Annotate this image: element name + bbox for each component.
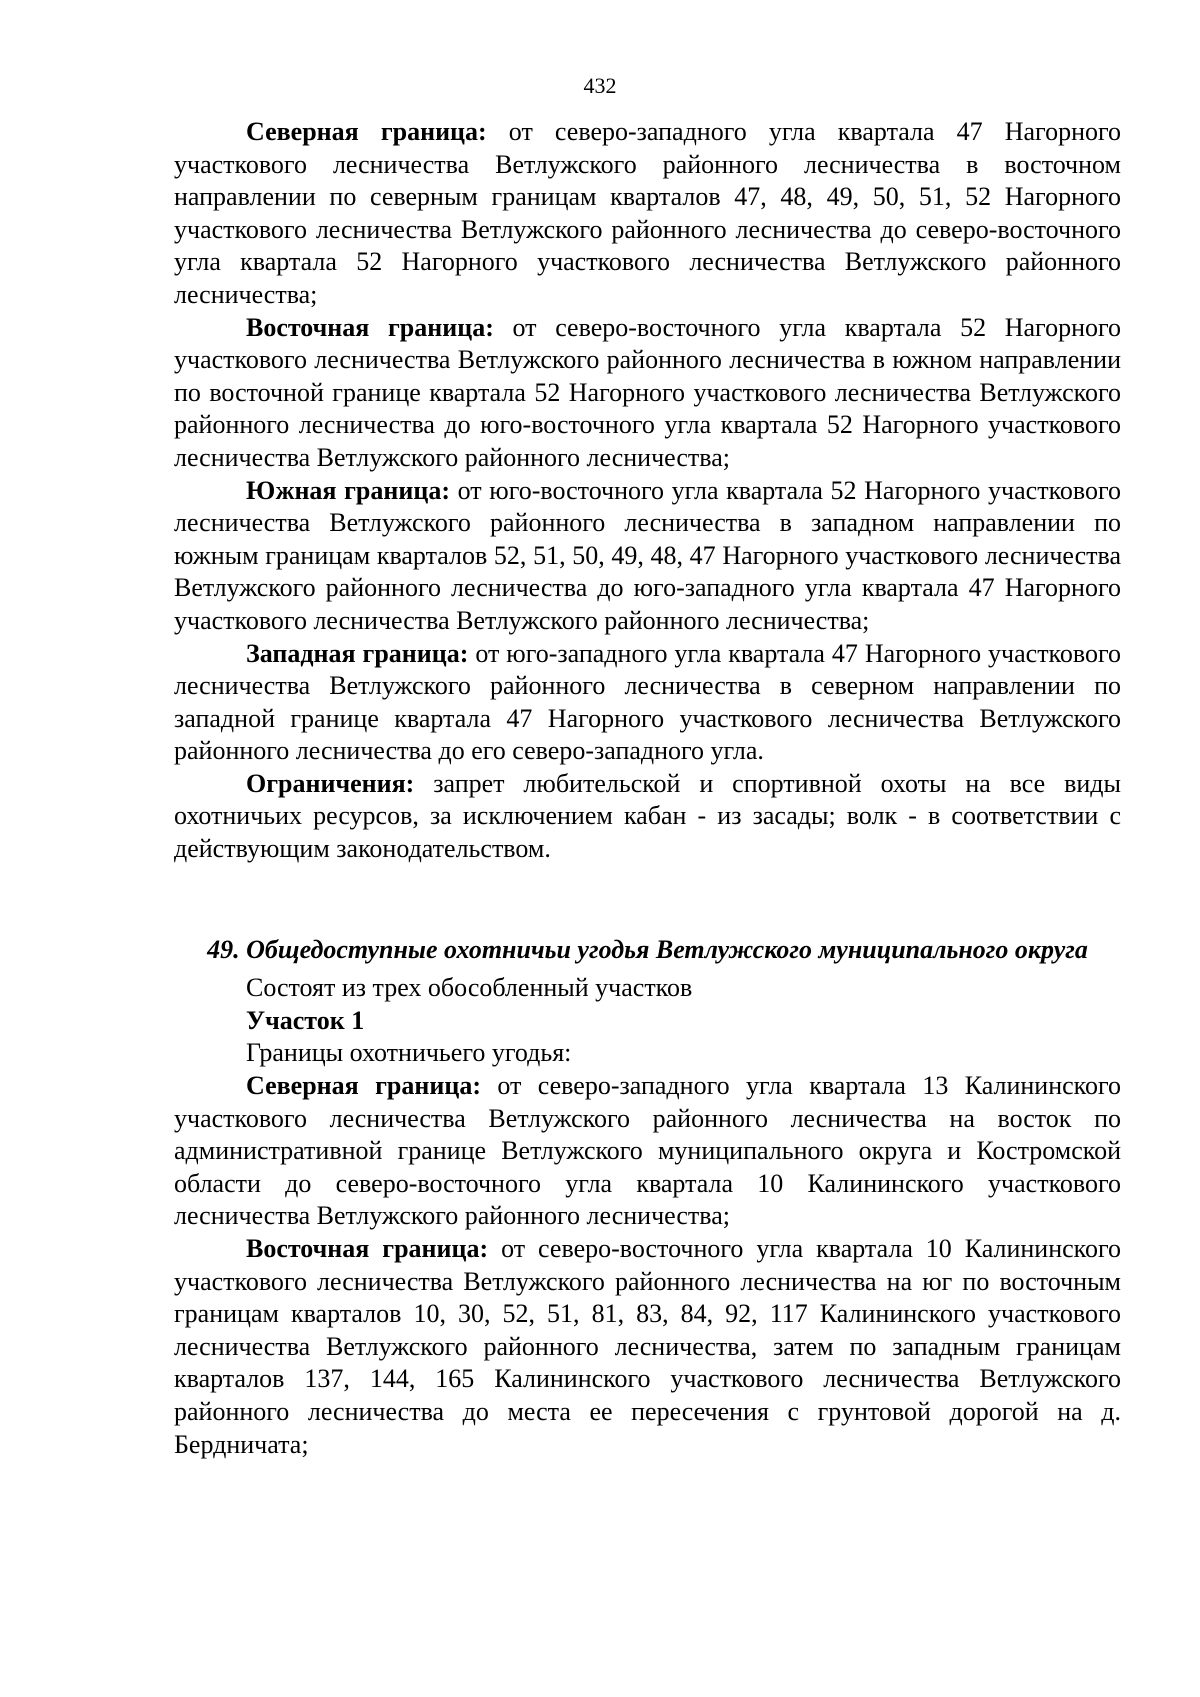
north-boundary-label: Северная граница: [246, 117, 487, 146]
part-1-north-boundary-label: Северная граница: [246, 1071, 481, 1101]
page-number: 432 [583, 73, 617, 98]
south-boundary-paragraph [174, 475, 1121, 638]
north-boundary-paragraph [174, 116, 1121, 312]
part-1-east-boundary-paragraph [174, 1233, 1121, 1461]
south-boundary-label: Южная граница: [246, 475, 450, 505]
south-boundary-text: от юго-восточного угла квартала 52 Нагорного участкового лесничества Ветлужского районного лесничества в западном направлении по южным границам кварталов 52, 51, 50, 49, 48, 47 Нагорного участкового лесничества Ветлужского районного лесничества до юго-западного угла квартала 47 Нагорного участкового лесничества Ветлужского районного лесничества; [174, 475, 1121, 635]
section-49-intro: Состоят из трех обособленный участков [246, 973, 693, 1003]
boundaries-heading: Границы охотничьего угодья: [246, 1038, 572, 1068]
restrictions-text: запрет любительской и спортивной охоты на все виды охотничьих ресурсов, за исключением кабан - из засады; волк - в соответствии с действующим законодательством. [174, 768, 1121, 864]
restrictions-paragraph [174, 768, 1121, 866]
section-49-title: 49. Общедоступные охотничьи угодья Ветлужского муниципального округа [207, 934, 1088, 964]
west-boundary-paragraph [174, 638, 1121, 768]
east-boundary-label: Восточная граница: [246, 312, 494, 342]
north-boundary-text: от северо-западного угла квартала 47 Нагорного участкового лесничества Ветлужского районного лесничества в восточном направлении по северным границам кварталов 47, 48, 49, 50, 51, 52 Нагорного участкового лесничества Ветлужского районного лесничества до северо-восточного угла квартала 52 Нагорного участкового лесничества Ветлужского районного лесничества; [174, 117, 1122, 309]
part-1-title-text: Участок 1 [246, 1005, 365, 1035]
part-1-north-boundary-text: от северо-западного угла квартала 13 Калининского участкового лесничества Ветлужского районного лесничества на восток по административной границе Ветлужского муниципального округа и Костромской области до северо-восточного угла квартала 10 Калининского участкового лесничества Ветлужского районного лесничества; [174, 1071, 1121, 1231]
part-1-east-boundary-label: Восточная граница: [246, 1234, 489, 1263]
west-boundary-text: от юго-западного угла квартала 47 Нагорного участкового лесничества Ветлужского районного лесничества в северном направлении по западной границе квартала 47 Нагорного участкового лесничества Ветлужского районного лесничества до его северо-западного угла. [174, 638, 1121, 766]
part-1-north-boundary-paragraph [174, 1070, 1121, 1233]
part-1-east-boundary-text: от северо-восточного угла квартала 10 Калининского участкового лесничества Ветлужского районного лесничества на юг по восточным границам кварталов 10, 30, 52, 51, 81, 83, 84, 92, 117 Калининского участкового лесничества Ветлужского районного лесничества, затем по западным границам кварталов 137, 144, 165 Калининского участкового лесничества Ветлужского районного лесничества до места ее пересечения с грунтовой дорогой на д. Бердничата; [174, 1234, 1121, 1459]
document-body [174, 116, 1121, 1461]
part-1-title [174, 1005, 1121, 1038]
east-boundary-text: от северо-восточного угла квартала 52 Нагорного участкового лесничества Ветлужского районного лесничества в южном направлении по восточной границе квартала 52 Нагорного участкового лесничества Ветлужского районного лесничества до юго-восточного угла квартала 52 Нагорного участкового лесничества Ветлужского районного лесничества; [174, 312, 1121, 472]
west-boundary-label: Западная граница: [246, 638, 469, 668]
restrictions-label: Ограничения: [246, 768, 415, 798]
east-boundary-paragraph [174, 312, 1121, 475]
